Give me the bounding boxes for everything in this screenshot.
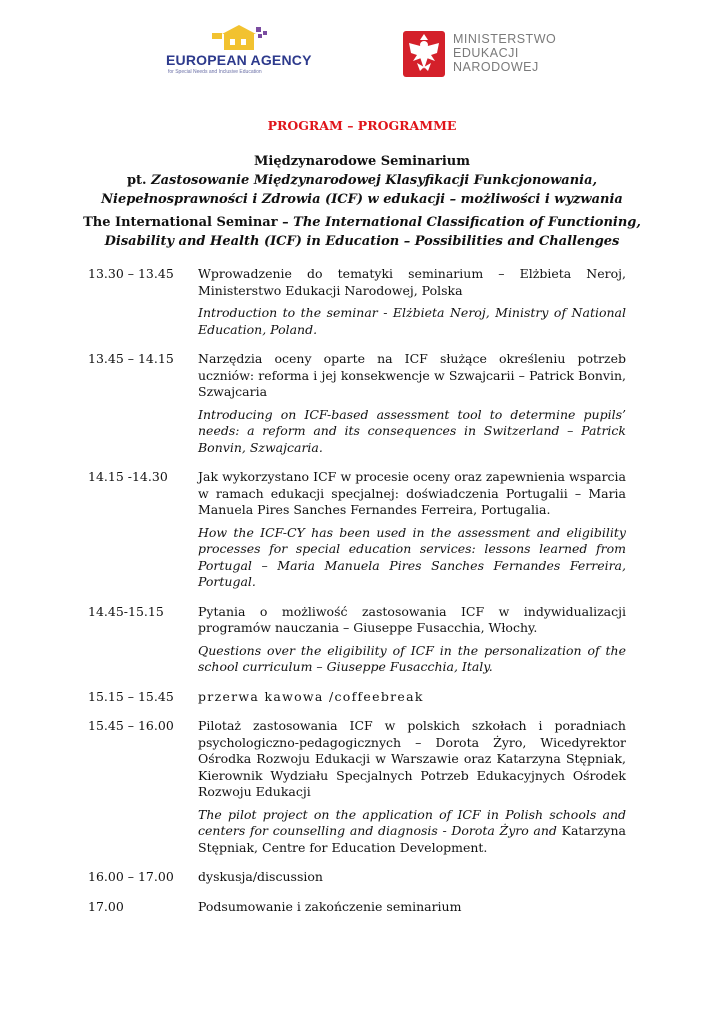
program-description <box>198 718 626 856</box>
agency-name: EUROPEAN AGENCY <box>166 52 312 68</box>
seminar-title-en-italic: The International Classification of Functioning, Disability and Health (ICF) in Education – Possibilities and Challenges <box>104 215 641 249</box>
program-text-pl: Narzędzia oceny oparte na ICF służące określeniu potrzeb uczniów: reforma i jej konsekwencje w Szwajcarii – Patrick Bonvin, Szwajcaria <box>198 351 626 399</box>
program-time: 14.15 -14.30 <box>88 469 168 484</box>
program-item <box>88 266 626 338</box>
ministry-name-line3: NARODOWEJ <box>453 60 539 74</box>
program-description <box>198 266 626 338</box>
program-time: 17.00 <box>88 898 124 914</box>
program-time: 13.30 – 13.45 <box>88 266 174 281</box>
program-text-en: Introduction to the seminar - Elżbieta Neroj, Ministry of National Education, Poland. <box>198 305 626 337</box>
program-item <box>88 689 626 706</box>
seminar-title-en <box>60 213 664 251</box>
program-item <box>88 469 626 591</box>
program-text-pl: przerwa kawowa /coffeebreak <box>198 688 424 704</box>
ministry-name-line1: MINISTERSTWO <box>453 32 557 46</box>
ministry-name-line2: EDUKACJI <box>453 46 519 60</box>
program-description <box>198 869 626 886</box>
program-text-en-plain: Katarzyna Stępniak, Centre for Education Development. <box>198 823 626 855</box>
program-schedule <box>88 266 626 915</box>
ministry-name <box>453 32 556 74</box>
page-header <box>0 22 724 82</box>
program-item <box>88 718 626 856</box>
program-description <box>198 604 626 676</box>
seminar-title-en-prefix: The International Seminar – <box>83 215 294 230</box>
program-text-pl: Wprowadzenie do tematyki seminarium – Elżbieta Neroj, Ministerstwo Edukacji Narodowej, Polska <box>198 266 626 298</box>
seminar-title-pl-prefix: pt. <box>126 173 152 188</box>
ministry-logo <box>400 28 570 84</box>
program-description <box>198 469 626 591</box>
program-text-pl: dyskusja/discussion <box>198 869 323 884</box>
program-time: 16.00 – 17.00 <box>88 869 174 884</box>
document-title: PROGRAM – PROGRAMME <box>267 118 457 133</box>
polish-eagle-emblem-icon <box>403 31 445 77</box>
program-text-en <box>198 807 626 857</box>
program-text-en-italic: The pilot project on the application of ICF in Polish schools and centers for counselling and diagnosis - Dorota Żyro and <box>198 806 626 838</box>
program-description <box>198 899 626 916</box>
program-time: 15.15 – 15.45 <box>88 688 174 704</box>
program-time: 15.45 – 16.00 <box>88 718 174 733</box>
seminar-title-pl <box>60 152 664 209</box>
program-text-pl: Pytania o możliwość zastosowania ICF w indywidualizacji programów nauczania – Giuseppe Fusacchia, Włochy. <box>198 603 626 635</box>
seminar-title-pl-line1: Międzynarodowe Seminarium <box>254 154 470 169</box>
european-agency-logo <box>160 22 310 78</box>
program-text-en: Questions over the eligibility of ICF in the personalization of the school curriculum – Giuseppe Fusacchia, Italy. <box>198 642 626 674</box>
program-item <box>88 351 626 456</box>
program-time: 13.45 – 14.15 <box>88 351 174 366</box>
program-item <box>88 604 626 676</box>
seminar-title-pl-line2 <box>60 171 664 209</box>
program-description <box>198 351 626 456</box>
seminar-title-pl-italic: Zastosowanie Międzynarodowej Klasyfikacji Funkcjonowania, Niepełnosprawności i Zdrowia (ICF) w edukacji – możliwości i wyzwania <box>101 173 623 207</box>
program-text-en: Introducing on ICF-based assessment tool to determine pupils’ needs: a reform and its consequences in Switzerland – Patrick Bonvin, Szwajcaria. <box>198 406 626 455</box>
program-text-pl: Jak wykorzystano ICF w procesie oceny oraz zapewnienia wsparcia w ramach edukacji specjalnej: doświadczenia Portugalii – Maria Manuela Pires Sanches Fernandes Ferreira, Portugalia. <box>198 469 626 517</box>
program-item <box>88 899 626 916</box>
program-time: 14.45-15.15 <box>88 603 164 619</box>
program-text-pl: Pilotaż zastosowania ICF w polskich szkołach i poradniach psychologiczno-pedagogicznych – Dorota Żyro, Wicedyrektor Ośrodka Rozwoju Edukacji w Warszawie oraz Katarzyna Stępniak, Kierownik Wydziału Specjalnych Potrzeb Edukacyjnych Ośrodek Rozwoju Edukacji <box>198 718 626 799</box>
program-description <box>198 689 626 706</box>
program-text-pl: Podsumowanie i zakończenie seminarium <box>198 898 462 914</box>
program-text-en: How the ICF-CY has been used in the assessment and eligibility processes for special education services: lessons learned from Portugal – Maria Manuela Pires Sanches Fernandes Ferreira, Portugal. <box>198 524 626 589</box>
agency-subtitle: for Special Needs and Inclusive Education <box>168 69 262 75</box>
program-item <box>88 869 626 886</box>
agency-house-icon <box>208 24 268 50</box>
